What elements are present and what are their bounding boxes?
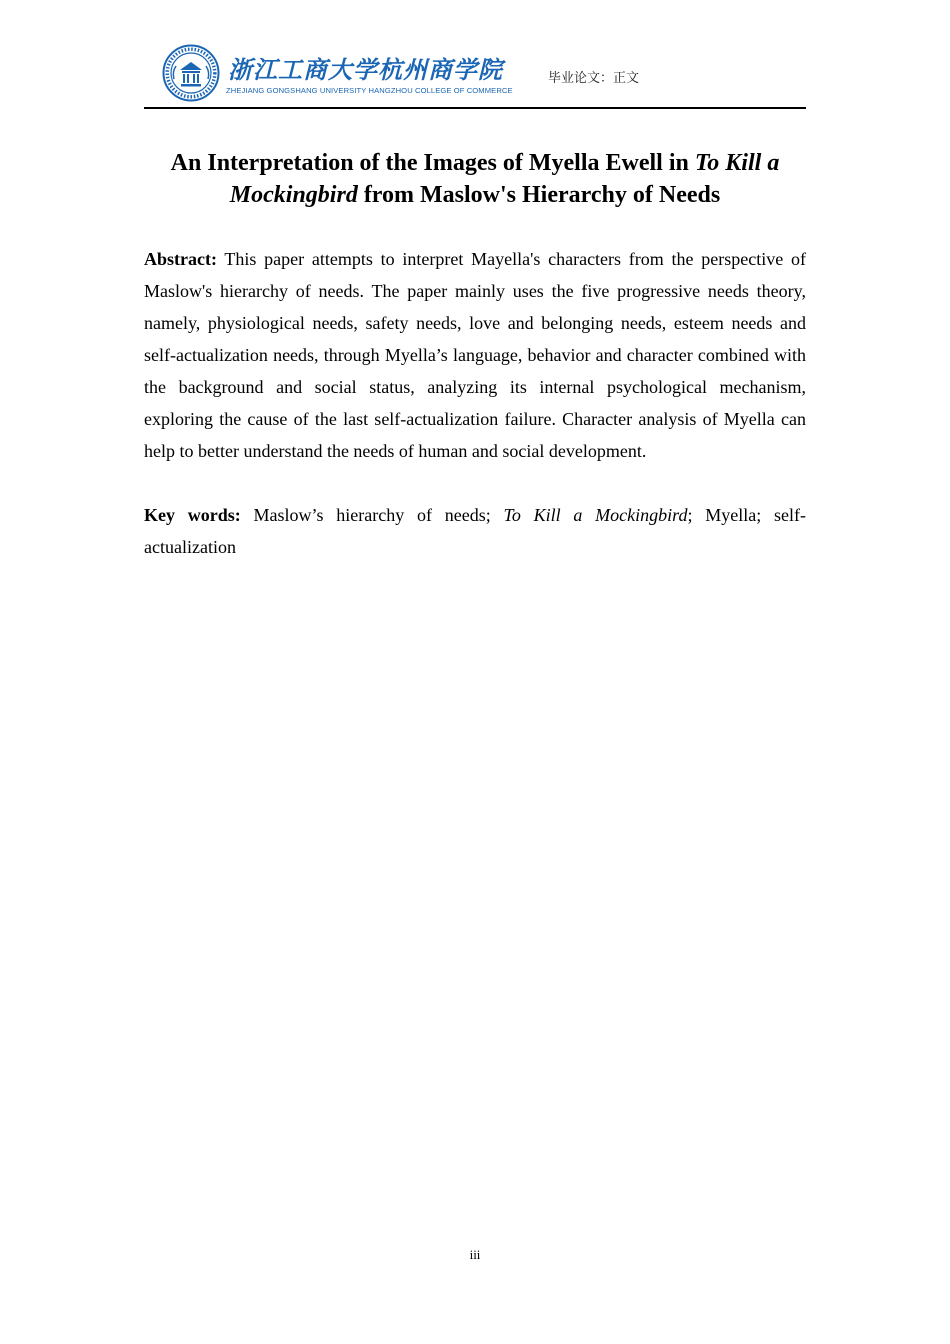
keywords-book-title: To Kill a Mockingbird [503, 505, 688, 525]
abstract-text: This paper attempts to interpret Mayella's characters from the perspective of Maslow's hierarchy of needs. The paper mainly uses the five progressive needs theory, namely, physiological needs, safety needs, love and belonging needs, esteem needs and self-actualization needs, through Myella’s language, behavior and character combined with the background and social status, analyzing its internal psychological mechanism, exploring the cause of the last self-actualization failure. Character analysis of Myella can help to better understand the needs of human and social development. [144, 249, 806, 461]
title-text-start: An Interpretation of the Images of Myella Ewell in [170, 150, 695, 176]
title-book-title: To Kill a Mockingbird [229, 150, 780, 208]
keywords-label: Key words: [144, 505, 241, 525]
header-divider [144, 107, 806, 109]
logo-english-name: ZHEJIANG GONGSHANG UNIVERSITY HANGZHOU COLLEGE OF COMMERCE [226, 86, 513, 95]
header-label: 毕业论文：正文 [548, 71, 640, 86]
university-seal-icon [162, 44, 220, 102]
keywords-text-start: Maslow’s hierarchy of needs; [240, 505, 504, 525]
university-logo [162, 44, 522, 104]
page-number: iii [469, 1247, 481, 1262]
keywords-section [144, 499, 806, 563]
logo-chinese-name: 浙江工商大学杭州商学院 [228, 55, 503, 84]
abstract-section [144, 243, 806, 467]
paper-title [144, 147, 806, 211]
abstract-label: Abstract: [144, 249, 217, 269]
page-header [144, 40, 806, 108]
keywords-text-end: ; Myella; self-actualization [144, 505, 806, 557]
title-text-end: from Maslow's Hierarchy of Needs [357, 182, 721, 208]
